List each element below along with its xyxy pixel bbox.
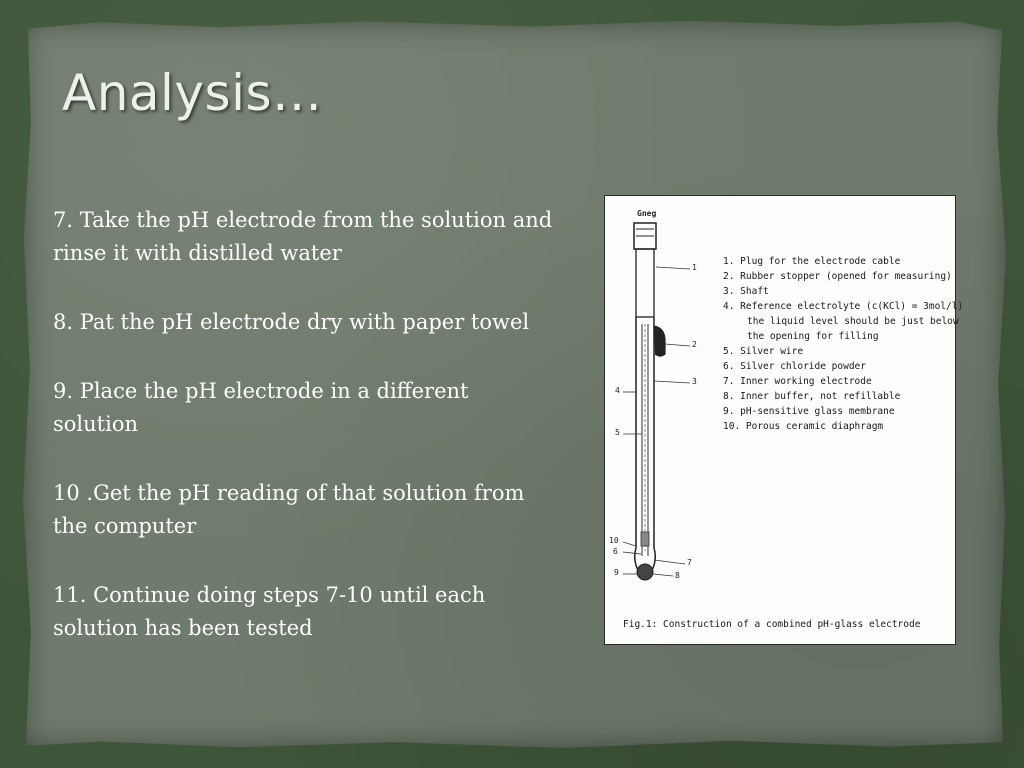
callout-number: 5 [615, 428, 620, 437]
rubber-stopper [654, 326, 665, 356]
leader-line [623, 552, 641, 554]
callout-number: 8 [675, 571, 680, 580]
callout-number: 6 [613, 547, 618, 556]
slide-title: Analysis… [62, 64, 323, 122]
leader-line [665, 344, 690, 346]
legend-item: 1. Plug for the electrode cable [723, 256, 901, 267]
step-item: 8. Pat the pH electrode dry with paper towel [53, 310, 530, 334]
membrane-bulb [637, 564, 653, 580]
legend-item: the opening for filling [747, 331, 879, 342]
legend-item: 6. Silver chloride powder [723, 361, 866, 372]
legend-item: 10. Porous ceramic diaphragm [723, 421, 884, 432]
legend-item: 5. Silver wire [723, 346, 804, 357]
electrode-figure [604, 195, 964, 645]
callout-number: 7 [687, 558, 692, 567]
step-item: 9. Place the pH electrode in a different solution [53, 379, 469, 436]
steps-list [53, 204, 553, 681]
leader-line [623, 542, 636, 546]
callout-number: 9 [614, 568, 619, 577]
callout-number: 3 [692, 377, 697, 386]
step-item: 10 .Get the pH reading of that solution from the computer [53, 481, 525, 538]
legend-item: 8. Inner buffer, not refillable [723, 391, 901, 402]
silver-chloride-powder [641, 532, 649, 546]
legend-item: the liquid level should be just below [747, 316, 959, 327]
leader-line [654, 560, 685, 564]
leader-line [656, 267, 690, 269]
leader-line [654, 381, 690, 383]
step-item: 7. Take the pH electrode from the solution and rinse it with distilled water [53, 208, 553, 265]
callout-number: 2 [692, 340, 697, 349]
legend-item: 2. Rubber stopper (opened for measuring) [723, 271, 952, 282]
figure-caption: Fig.1: Construction of a combined pH-glass electrode [623, 619, 921, 630]
step-item: 11. Continue doing steps 7-10 until each solution has been tested [53, 583, 486, 640]
manufacturer-label: Gneg [637, 209, 657, 218]
leader-line [653, 574, 673, 576]
legend-item: 9. pH-sensitive glass membrane [723, 406, 895, 417]
legend-item: 7. Inner working electrode [723, 376, 872, 387]
electrode-head [636, 249, 654, 317]
figure-legend [723, 254, 963, 434]
callout-number: 4 [615, 386, 620, 395]
callout-number: 1 [692, 263, 697, 272]
legend-item: 4. Reference electrolyte (c(KCl) = 3mol/l) [723, 301, 964, 312]
callout-number: 10 [609, 536, 619, 545]
legend-item: 3. Shaft [723, 286, 769, 297]
